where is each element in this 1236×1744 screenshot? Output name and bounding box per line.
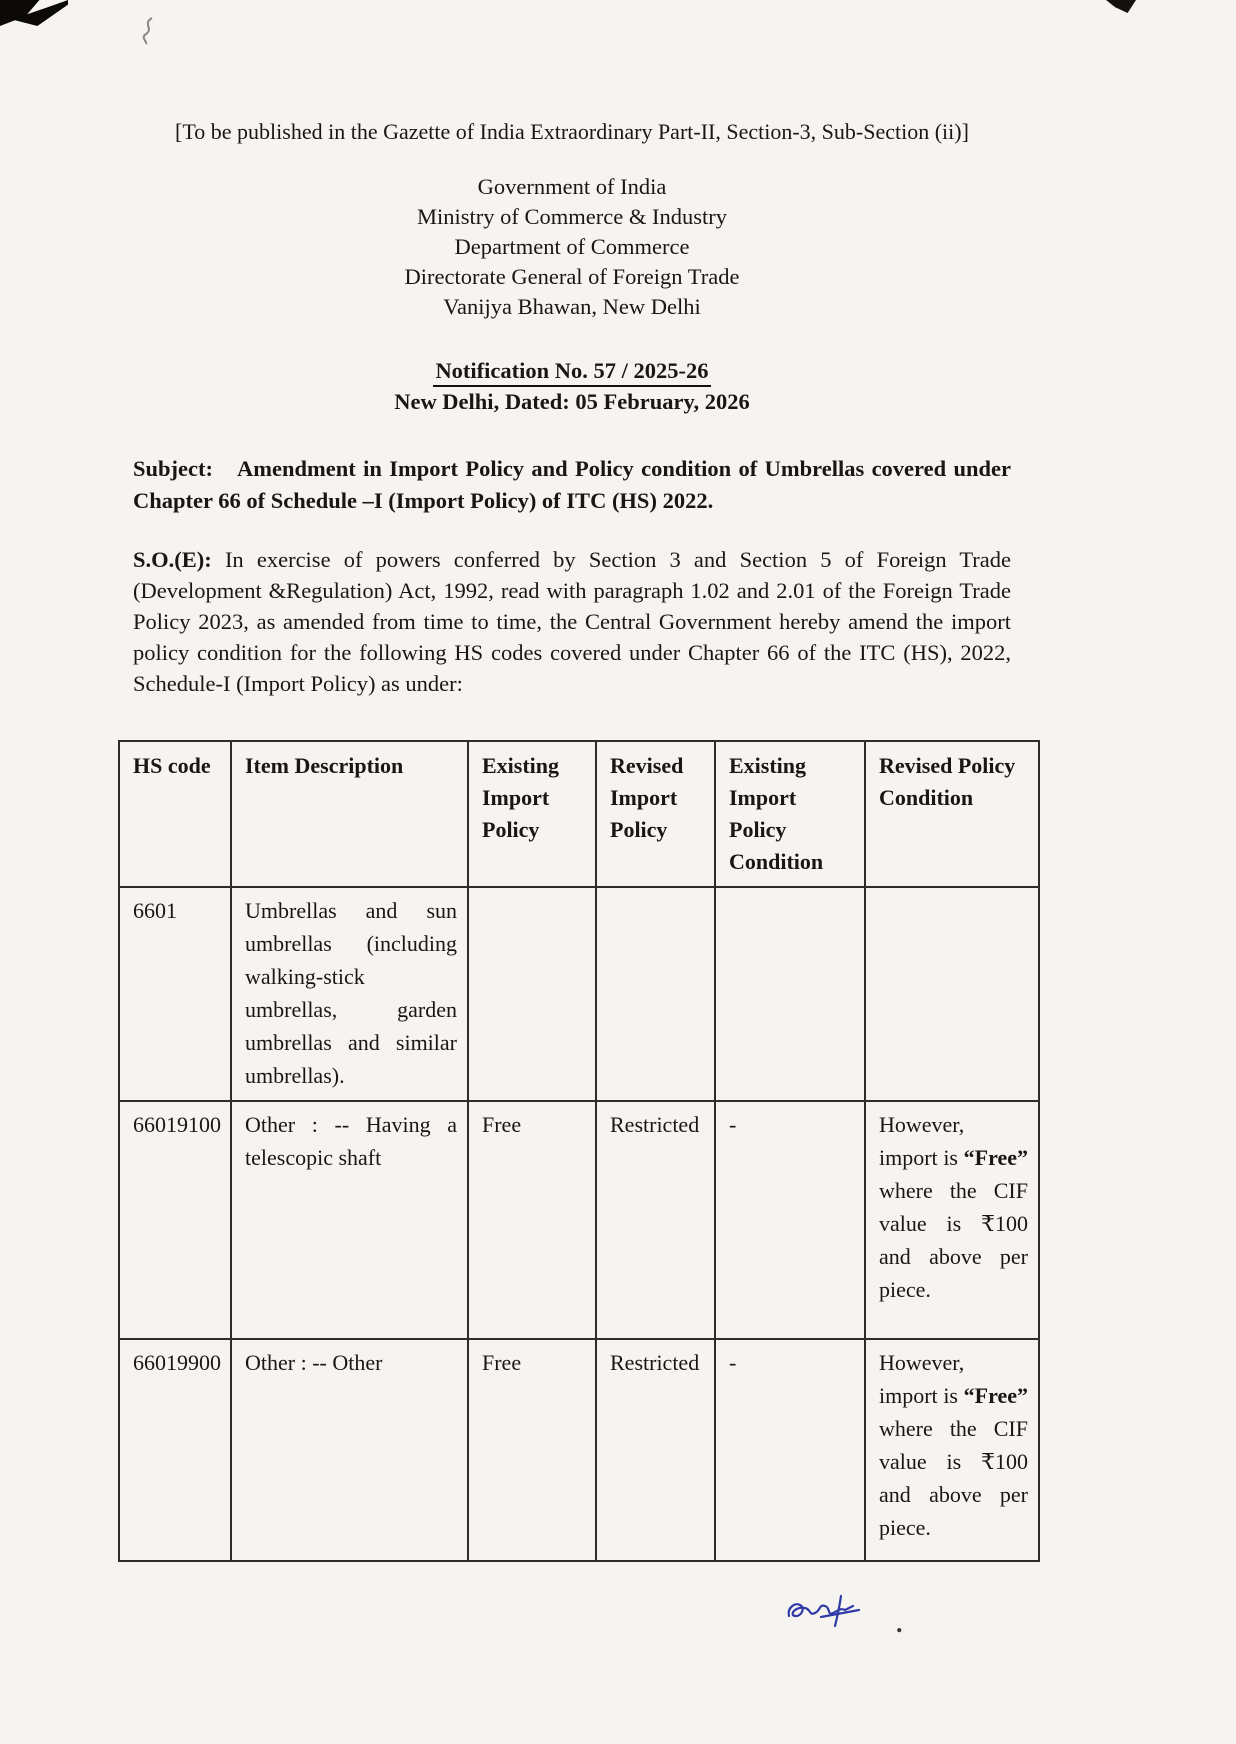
header-revised-import-policy: Revised Import Policy xyxy=(596,741,715,887)
org-line-government: Government of India xyxy=(477,174,667,199)
table-row xyxy=(119,1101,1039,1339)
subject-label: Subject: xyxy=(133,456,213,481)
ink-dot: . xyxy=(896,1609,903,1638)
header-existing-import-policy-condition: Existing Import Policy Condition xyxy=(715,741,865,887)
cell-existing-condition: - xyxy=(715,1101,865,1339)
cell-existing-policy: Free xyxy=(468,1339,596,1561)
condition-bold-text: “Free” xyxy=(963,1383,1028,1408)
so-paragraph xyxy=(133,544,1011,699)
condition-bold-text: “Free” xyxy=(963,1145,1028,1170)
cell-existing-policy: Free xyxy=(468,1101,596,1339)
cell-existing-condition xyxy=(715,887,865,1101)
signature-scribble-icon xyxy=(781,1586,876,1634)
document-content xyxy=(133,118,1028,1638)
condition-text: However, import is xyxy=(879,1350,965,1408)
header-item-description: Item Description xyxy=(231,741,468,887)
so-text: In exercise of powers conferred by Section 3 and Section 5 of Foreign Trade (Development &Regulation) Act, 1992, read with paragraph 1.02 and 2.01 of the Foreign Trade Policy 2023, as amended from time to time, the Central Government hereby amend the import policy condition for the following HS codes covered under Chapter 66 of the ITC (HS), 2022, Schedule-I (Import Policy) as under: xyxy=(133,547,1012,696)
scan-artifact-squiggle xyxy=(138,16,160,46)
cell-revised-condition xyxy=(865,887,1039,1101)
cell-description: Umbrellas and sun umbrellas (including walking-stick umbrellas, garden umbrellas and similar umbrellas). xyxy=(231,887,468,1101)
cell-hs-code: 66019900 xyxy=(119,1339,231,1561)
condition-text: where the CIF value is ₹100 and above per piece. xyxy=(879,1416,1028,1540)
cell-description: Other : -- Other xyxy=(231,1339,468,1561)
header-revised-policy-condition: Revised Policy Condition xyxy=(865,741,1039,887)
scan-artifact-top-left xyxy=(0,0,68,26)
cell-hs-code: 66019100 xyxy=(119,1101,231,1339)
cell-revised-condition xyxy=(865,1339,1039,1561)
signature-area xyxy=(781,1582,1011,1638)
table-header-row xyxy=(119,741,1039,887)
subject-text: Amendment in Import Policy and Policy condition of Umbrellas covered under Chapter 66 of Schedule –I (Import Policy) of ITC (HS) 2022. xyxy=(133,456,1011,513)
date-line: New Delhi, Dated: 05 February, 2026 xyxy=(394,389,750,414)
cell-hs-code: 6601 xyxy=(119,887,231,1101)
cell-revised-condition xyxy=(865,1101,1039,1339)
cell-revised-policy: Restricted xyxy=(596,1339,715,1561)
org-line-address: Vanijya Bhawan, New Delhi xyxy=(443,294,701,319)
so-label: S.O.(E): xyxy=(133,547,212,572)
cell-existing-condition: - xyxy=(715,1339,865,1561)
org-line-ministry: Ministry of Commerce & Industry xyxy=(417,204,727,229)
org-line-directorate: Directorate General of Foreign Trade xyxy=(404,264,740,289)
org-header-block xyxy=(133,172,1011,322)
table-row xyxy=(119,1339,1039,1561)
header-hs-code: HS code xyxy=(119,741,231,887)
table-row xyxy=(119,887,1039,1101)
notification-number: Notification No. 57 / 2025-26 xyxy=(433,358,710,387)
gazette-publish-line: [To be published in the Gazette of India Extraordinary Part-II, Section-3, Sub-Section (ii)] xyxy=(175,119,969,144)
cell-revised-policy: Restricted xyxy=(596,1101,715,1339)
org-line-department: Department of Commerce xyxy=(454,234,690,259)
policy-table xyxy=(118,740,1040,1562)
cell-description: Other : -- Having a telescopic shaft xyxy=(231,1101,468,1339)
notification-block xyxy=(133,355,1011,417)
scan-artifact-top-right xyxy=(1106,0,1136,13)
condition-text: where the CIF value is ₹100 and above per piece. xyxy=(879,1178,1028,1302)
subject-paragraph xyxy=(133,453,1011,517)
cell-existing-policy xyxy=(468,887,596,1101)
condition-text: However, import is xyxy=(879,1112,965,1170)
cell-revised-policy xyxy=(596,887,715,1101)
header-existing-import-policy: Existing Import Policy xyxy=(468,741,596,887)
